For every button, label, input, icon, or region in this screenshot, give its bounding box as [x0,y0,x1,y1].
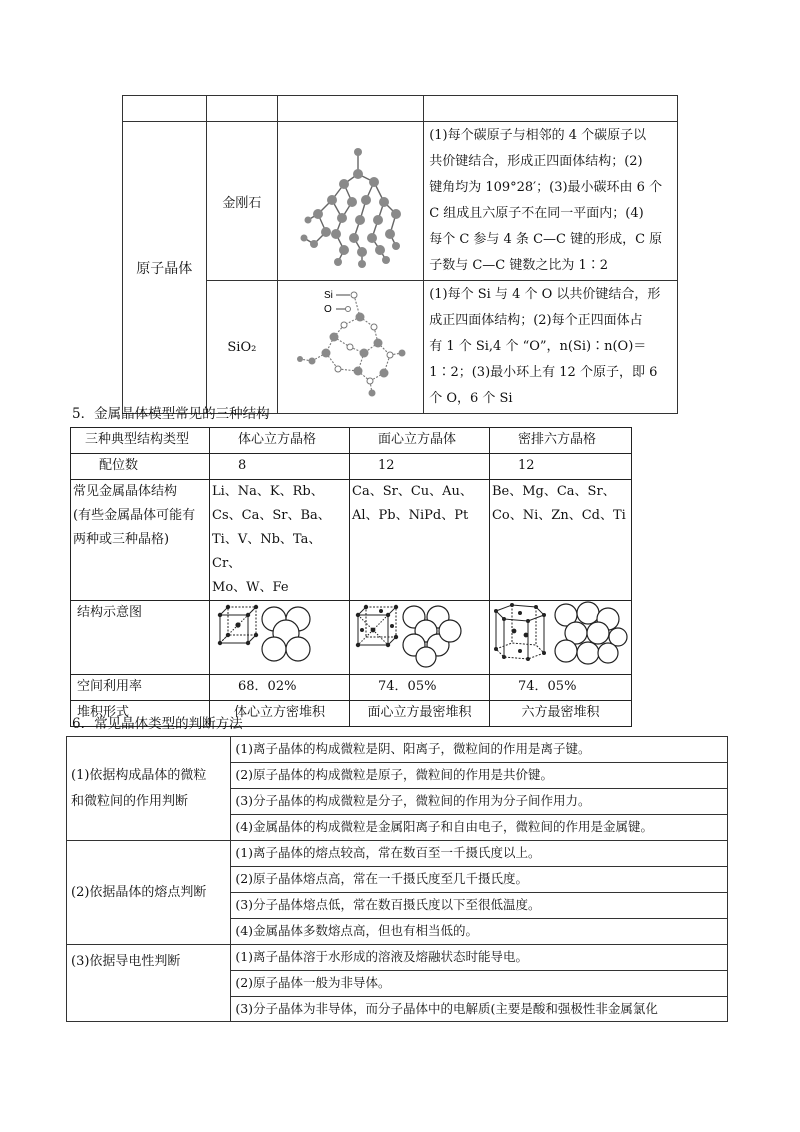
crystal-judgement-table [66,736,728,1022]
table-row [67,737,728,763]
header-cell: 三种典型结构类型 [71,428,210,454]
bcc-diagram [210,601,350,675]
table-row [123,96,678,122]
criterion-item: (3)分子晶体熔点低，常在数百摄氏度以下至很低温度。 [231,893,728,919]
basis-cell: (1)依据构成晶体的微粒 和微粒间的作用判断 [67,737,231,841]
table-row-header [71,428,632,454]
fcc-diagram [350,601,490,675]
criterion-item: (3)分子晶体为非导体，而分子晶体中的电解质(主要是酸和强极性非金属氯化 [231,997,728,1022]
row-label: 常见金属晶体结构 (有些金属晶体可能有 两种或三种晶格) [71,480,210,601]
common-metals-hcp: Be、Mg、Ca、Sr、 Co、Ni、Zn、Cd、Ti [489,480,631,601]
table-row [67,945,728,971]
criterion-item: (4)金属晶体的构成微粒是金属阳离子和自由电子，微粒间的作用是金属键。 [231,815,728,841]
util-value: 74．05% [489,675,631,701]
stack-value: 六方最密堆积 [489,701,631,727]
table-row-diamond [123,122,678,281]
basis-cell: (2)依据晶体的熔点判断 [67,841,231,945]
metal-crystal-table [70,427,632,727]
table-row-sio2 [123,281,678,414]
criterion-item: (3)分子晶体的构成微粒是分子，微粒间的作用为分子间作用力。 [231,789,728,815]
row-label: 堆积形式 [71,701,210,727]
section-6-title: 6．常见晶体类型的判断方法 [72,716,243,732]
diamond-structure-figure [278,122,424,281]
criterion-item: (2)原子晶体一般为非导体。 [231,971,728,997]
category-cell: 原子晶体 [123,122,207,414]
row-label: 空间利用率 [71,675,210,701]
stack-value: 体心立方密堆积 [210,701,350,727]
criterion-item: (4)金属晶体多数熔点高，但也有相当低的。 [231,919,728,945]
criterion-item: (1)离子晶体溶于水形成的溶液及熔融状态时能导电。 [231,945,728,971]
criterion-item: (1)离子晶体的构成微粒是阴、阳离子，微粒间的作用是离子键。 [231,737,728,763]
atomic-crystal-table [122,95,678,414]
table-row-coordination [71,454,632,480]
util-value: 68．02% [210,675,350,701]
row-label: 结构示意图 [71,601,210,675]
criterion-item: (1)离子晶体的熔点较高，常在数百至一千摄氏度以上。 [231,841,728,867]
basis-cell: (3)依据导电性判断 [67,945,231,1022]
coord-value: 12 [350,454,490,480]
table-row-common-metals [71,480,632,601]
coord-value: 12 [489,454,631,480]
common-metals-fcc: Ca、Sr、Cu、Au、 Al、Pb、NiPd、Pt [350,480,490,601]
util-value: 74．05% [350,675,490,701]
common-metals-bcc: Li、Na、K、Rb、 Cs、Ca、Sr、Ba、 Ti、V、Nb、Ta、Cr、 Mo、W、Fe [210,480,350,601]
criterion-item: (2)原子晶体熔点高，常在一千摄氏度至几千摄氏度。 [231,867,728,893]
header-cell: 面心立方晶体 [350,428,490,454]
table-row-diagram [71,601,632,675]
diamond-description: (1)每个碳原子与相邻的 4 个碳原子以 共价键结合，形成正四面体结构；(2) 键角均为 109°28′；(3)最小碳环由 6 个 C 组成且六原子不在同一平面内；(4) 每个 C 参与 4 条 C—C 键的形成，C 原 子数与 C—C 键数之比为 1∶2 [424,122,678,281]
row-label: 配位数 [71,454,210,480]
header-cell: 密排六方晶格 [489,428,631,454]
section-5-title: 5．金属晶体模型常见的三种结构 [72,406,270,422]
si-label: Si [324,290,334,301]
sio2-name: SiO₂ [206,281,278,414]
criterion-item: (2)原子晶体的构成微粒是原子，微粒间的作用是共价键。 [231,763,728,789]
table-row-utilization [71,675,632,701]
hcp-diagram [489,601,631,675]
stack-value: 面心立方最密堆积 [350,701,490,727]
sio2-description: (1)每个 Si 与 4 个 O 以共价键结合，形 成正四面体结构；(2)每个正四面体占 有 1 个 Si,4 个 “O”，n(Si)∶n(O)＝ 1∶2；(3)最小环上有 12 个原子，即 6 个 O，6 个 Si [424,281,678,414]
diamond-name: 金刚石 [206,122,278,281]
o-label: O [324,304,332,315]
sio2-structure-figure [278,281,424,414]
table-row [67,841,728,867]
coord-value: 8 [210,454,350,480]
header-cell: 体心立方晶格 [210,428,350,454]
